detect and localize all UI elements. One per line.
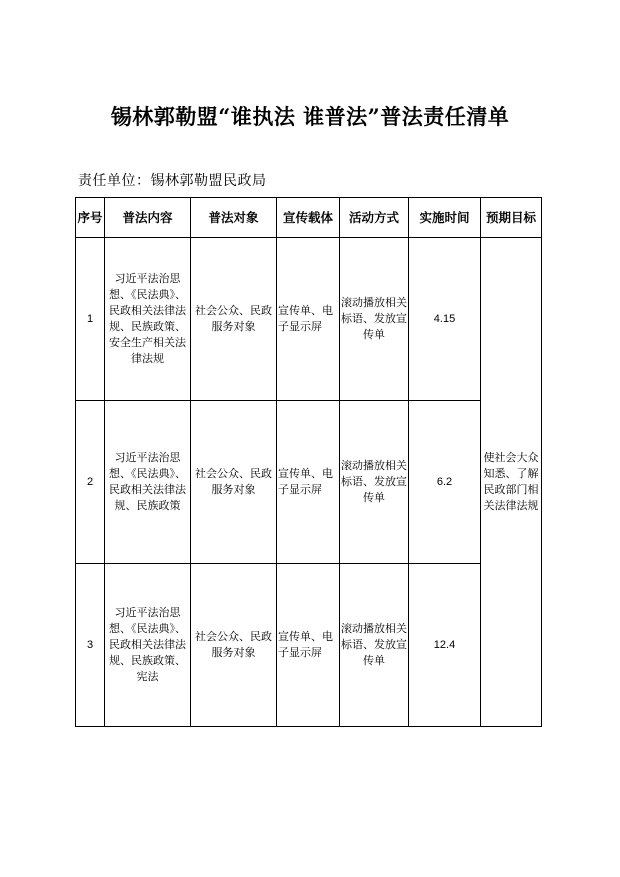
cell-goal: 使社会大众知悉、了解民政部门相关法律法规 (481, 238, 542, 727)
cell-carrier: 宣传单、电子显示屏 (277, 238, 340, 401)
cell-target: 社会公众、民政服务对象 (191, 401, 277, 564)
header-carrier: 宣传载体 (277, 198, 340, 238)
table-header-row (76, 198, 542, 238)
header-time: 实施时间 (409, 198, 481, 238)
table-row (76, 238, 542, 401)
cell-time: 6.2 (409, 401, 481, 564)
responsibility-table (75, 197, 542, 727)
responsible-unit: 责任单位：锡林郭勒盟民政局 (78, 173, 267, 189)
header-goal: 预期目标 (481, 198, 542, 238)
cell-no: 2 (76, 401, 105, 564)
header-content: 普法内容 (105, 198, 191, 238)
cell-no: 1 (76, 238, 105, 401)
header-no: 序号 (76, 198, 105, 238)
cell-target: 社会公众、民政服务对象 (191, 564, 277, 727)
cell-no: 3 (76, 564, 105, 727)
header-target: 普法对象 (191, 198, 277, 238)
cell-method: 滚动播放相关标语、发放宣传单 (340, 238, 409, 401)
cell-carrier: 宣传单、电子显示屏 (277, 401, 340, 564)
cell-content: 习近平法治思想、《民法典》、民政相关法律法规、民族政策 (105, 401, 191, 564)
cell-method: 滚动播放相关标语、发放宣传单 (340, 401, 409, 564)
header-method: 活动方式 (340, 198, 409, 238)
document-title: 锡林郭勒盟“谁执法 谁普法”普法责任清单 (110, 104, 510, 129)
cell-time: 12.4 (409, 564, 481, 727)
table-row (76, 564, 542, 727)
cell-time: 4.15 (409, 238, 481, 401)
cell-content: 习近平法治思想、《民法典》、民政相关法律法规、民族政策、宪法 (105, 564, 191, 727)
table-row (76, 401, 542, 564)
cell-target: 社会公众、民政服务对象 (191, 238, 277, 401)
cell-content: 习近平法治思想、《民法典》、民政相关法律法规、民族政策、安全生产相关法律法规 (105, 238, 191, 401)
cell-carrier: 宣传单、电子显示屏 (277, 564, 340, 727)
cell-method: 滚动播放相关标语、发放宣传单 (340, 564, 409, 727)
